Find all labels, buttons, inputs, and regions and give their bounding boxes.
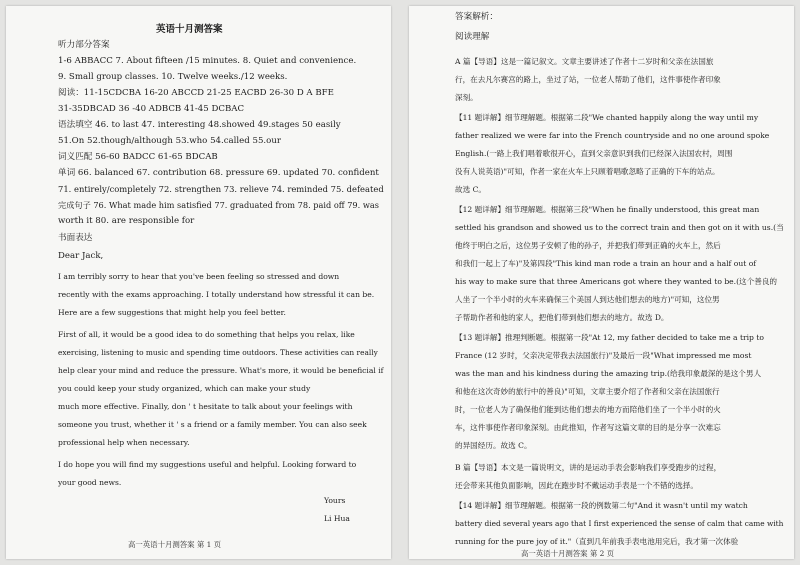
grammar-line: 51.On 52.though/although 53.who 54.called 55.our <box>58 136 281 146</box>
page-footer: 高一英语十月测答案 第 2 页 <box>521 549 615 558</box>
analysis-line: 故选 C。 <box>455 185 487 194</box>
letter-line: someone you trust, whether it ' s a friend or a family member. You can also seek <box>58 420 367 429</box>
analysis-line: 和他在这次奇妙的旅行中的善良)"可知，文章主要介绍了作者和父亲在法国旅行 <box>455 387 720 396</box>
sentence-completion-line: 完成句子 76. What made him satisfied 77. graduated from 78. paid off 79. was <box>58 200 379 210</box>
letter-line: Here are a few suggestions that might help you feel better. <box>58 308 286 317</box>
listening-line: 9. Small group classes. 10. Twelve weeks./12 weeks. <box>58 72 288 82</box>
letter-line: I am terribly sorry to hear that you've been feeling so stressed and down <box>58 272 340 281</box>
vocabulary-line: 71. entirely/completely 72. strengthen 73. relieve 74. reminded 75. defeated <box>58 184 384 194</box>
letter-line: professional help when necessary. <box>58 438 190 447</box>
letter-closing: Yours <box>324 496 346 505</box>
analysis-line: 行，在去凡尔赛宫的路上，坐过了站，一位老人帮助了他们，这件事使作者印象 <box>455 75 721 84</box>
reading-line: 阅读：11-15CDCBA 16-20 ABCCD 21-25 EACBD 26-30 D A BFE <box>58 88 334 98</box>
answer-page-2 <box>409 6 794 559</box>
analysis-line: settled his grandson and showed us to the correct train and then got on it with us.(当 <box>455 223 784 232</box>
letter-line: exercising, listening to music and spending time outdoors. These activities can really <box>58 348 378 357</box>
analysis-line: 和我们一起上了车)"及第四段"This kind man rode a train an hour and a half out of <box>455 259 757 268</box>
answer-page-1 <box>6 6 391 559</box>
grammar-line: 语法填空 46. to last 47. interesting 48.showed 49.stages 50 easily <box>58 120 341 130</box>
analysis-line: 【11 题详解】细节理解题。根据第二段"We chanted happily along the way until my <box>455 113 759 122</box>
letter-line: your good news. <box>58 478 122 487</box>
listening-line: 1-6 ABBACC 7. About fifteen /15 minutes. 8. Quiet and convenience. <box>58 56 357 66</box>
section-heading: 阅读理解 <box>455 32 490 42</box>
analysis-line: was the man and his kindness during the amazing trip.(给我印象最深的是这个男人 <box>455 369 762 378</box>
analysis-line: France (12 岁时，父亲决定带我去法国旅行)"及最后一段"What impressed me most <box>455 351 752 360</box>
reading-line: 31-35DBCAD 36 -40 ADBCB 41-45 DCBAC <box>58 104 245 114</box>
analysis-line: 还会带来其他负面影响，因此在跑步时不戴运动手表是一个不错的选择。 <box>455 481 698 490</box>
analysis-line: B 篇【导语】本文是一篇说明文，讲的是运动手表会影响我们享受跑步的过程， <box>455 463 722 472</box>
analysis-line: 深刻。 <box>455 93 478 102</box>
listening-heading: 听力部分答案 <box>58 40 110 50</box>
analysis-line: 时，一位老人为了确保他们能到达他们想去的地方而陪他们坐了一个半小时的火 <box>455 405 721 414</box>
letter-line: I do hope you will find my suggestions useful and helpful. Looking forward to <box>58 460 357 469</box>
matching-line: 词义匹配 56-60 BADCC 61-65 BDCAB <box>58 152 218 162</box>
analysis-line: running for the pure joy of it."（直到几年前我手表电池用完后，我才第一次体验 <box>455 537 739 546</box>
writing-heading: 书面表达 <box>58 233 93 243</box>
analysis-line: English.(一路上我们唱着歌很开心，直到父亲意识到我们已经深入法国农村，周围 <box>455 149 733 158</box>
letter-line: help clear your mind and reduce the pressure. What's more, it would be beneficial if <box>58 366 384 375</box>
analysis-line: A 篇【导语】这是一篇记叙文。文章主要讲述了作者十二岁时和父亲在法国旅 <box>455 57 714 66</box>
letter-line: First of all, it would be a good idea to do something that helps you relax, like <box>58 330 355 339</box>
analysis-line: 没有人说英语)"可知，作者一家在火车上只顾着唱歌忽略了正确的下车的站点。 <box>455 167 720 176</box>
analysis-line: 子帮助作者和他的家人，把他们带到他们想去的地方。故选 D。 <box>455 313 669 322</box>
sentence-completion-line: worth it 80. are responsible for <box>58 216 195 226</box>
analysis-line: 【13 题详解】推理判断题。根据第一段"At 12, my father decided to take me a trip to <box>455 333 764 342</box>
letter-line: recently with the exams approaching. I totally understand how stressful it can be. <box>58 290 375 299</box>
letter-greeting: Dear Jack, <box>58 251 104 261</box>
page-title: 英语十月测答案 <box>156 24 223 35</box>
analysis-line: battery died several years ago that I first experienced the sense of calm that came with <box>455 519 784 528</box>
analysis-line: 的异国经历。故选 C。 <box>455 441 532 450</box>
letter-line: you could keep your study organized, which can make your study <box>58 384 311 393</box>
letter-signature: Li Hua <box>324 514 350 523</box>
analysis-line: 车，这件事使作者印象深刻。由此推知，作者写这篇文章的目的是分享一次难忘 <box>455 423 721 432</box>
analysis-line: 人坐了一个半小时的火车来确保三个美国人到达他们想去的地方)"可知，这位男 <box>455 295 720 304</box>
analysis-line: father realized we were far into the French countryside and no one around spoke <box>455 131 770 140</box>
vocabulary-line: 单词 66. balanced 67. contribution 68. pressure 69. updated 70. confident <box>58 168 379 178</box>
analysis-line: 【12 题详解】细节理解题。根据第三段"When he finally understood, this great man <box>455 205 760 214</box>
analysis-line: 他终于明白之后，这位男子安顿了他的孙子，并把我们带到正确的火车上，然后 <box>455 241 721 250</box>
page-footer: 高一英语十月测答案 第 1 页 <box>128 540 222 549</box>
analysis-heading: 答案解析： <box>455 12 498 22</box>
letter-line: much more effective. Finally, don ' t hesitate to talk about your feelings with <box>58 402 353 411</box>
analysis-line: 【14 题详解】细节理解题。根据第一段的例数第二句"And it wasn't until my watch <box>455 501 748 510</box>
analysis-line: his way to make sure that three Americans got where they wanted to be.(这个善良的 <box>455 277 778 286</box>
